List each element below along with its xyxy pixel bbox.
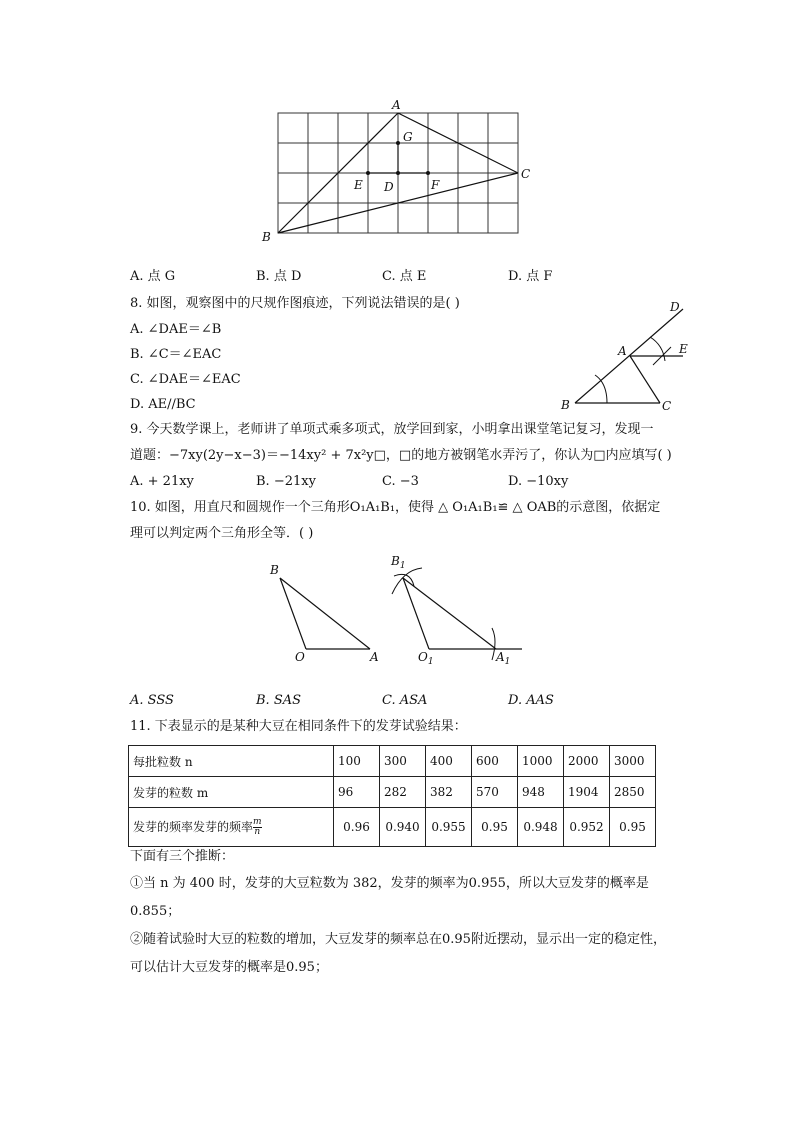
q10-line1: 10. 如图，用直尺和圆规作一个三角形O₁A₁B₁，使得 △ O₁A₁B₁≌ △ OAB的示意图，依据定: [130, 500, 661, 515]
fraction-denominator: n: [254, 826, 261, 837]
q8-option-c: C. ∠DAE＝∠EAC: [130, 372, 241, 387]
table-row: [129, 746, 656, 777]
q7-option-a: A. 点 G: [130, 269, 176, 284]
q11-inference-2b: 可以估计大豆发芽的概率是0.95；: [130, 960, 328, 975]
table-cell: 1904: [564, 777, 610, 808]
q8-option-d: D. AE//BC: [130, 397, 196, 412]
q11-inference-1a: ①当 n 为 400 时，发芽的大豆粒数为 382，发芽的频率为0.955，所以大豆发芽的概率是: [130, 876, 649, 891]
q9-option-c: C. −3: [382, 474, 419, 489]
table-cell: 0.952: [564, 808, 610, 847]
table-cell: 96: [334, 777, 380, 808]
q8-label-D: D: [670, 300, 680, 314]
table-cell: 2000: [564, 746, 610, 777]
q10-label-A: A: [370, 650, 379, 664]
q8-label-A: A: [618, 344, 627, 358]
q10-triangle-figure: [260, 548, 530, 673]
frequency-label: 发芽的频率发芽的频率: [133, 819, 254, 834]
q9-option-d: D. −10xy: [508, 474, 569, 489]
q7-option-d: D. 点 F: [508, 269, 553, 284]
q11-inference-1b: 0.855；: [130, 904, 181, 919]
table-cell: 570: [472, 777, 518, 808]
table-cell: 600: [472, 746, 518, 777]
q9-option-a: A. + 21xy: [130, 474, 194, 489]
fraction-numerator: m: [253, 816, 262, 827]
q10-option-c: C. ASA: [382, 693, 428, 708]
q11-after-table: 下面有三个推断：: [130, 849, 235, 864]
table-cell: 300: [380, 746, 426, 777]
label-B: B: [262, 230, 271, 244]
m-over-n-fraction: [253, 818, 262, 837]
q10-label-O: O: [295, 650, 305, 664]
label-C: C: [521, 167, 531, 181]
table-cell: 1000: [518, 746, 564, 777]
q10-label-A1: $A_1$: [496, 650, 511, 667]
label-A: A: [392, 98, 401, 112]
table-cell: 0.955: [426, 808, 472, 847]
q10-label-B: B: [270, 563, 279, 577]
row-head-sprouted: 发芽的粒数 m: [129, 777, 334, 808]
table-cell: 282: [380, 777, 426, 808]
table-cell: 400: [426, 746, 472, 777]
row-head-frequency: [129, 808, 334, 847]
table-cell: 382: [426, 777, 472, 808]
table-cell: 0.95: [472, 808, 518, 847]
table-row: [129, 777, 656, 808]
q10-label-O1: $O_1$: [418, 650, 434, 667]
label-F: F: [431, 178, 440, 192]
q8-label-B: B: [561, 398, 570, 412]
label-E: E: [354, 178, 363, 192]
q9-line2: 道题：−7xy(2y−x−3)＝−14xy² + 7x²y□，□的地方被钢笔水弄污了，你认为□内应填写( ): [130, 448, 672, 463]
q8-option-a: A. ∠DAE＝∠B: [130, 322, 222, 337]
table-cell: 0.948: [518, 808, 564, 847]
table-cell: 0.940: [380, 808, 426, 847]
q10-label-B1: $B_1$: [391, 554, 406, 571]
table-row: [129, 808, 656, 847]
q11-inference-2a: ②随着试验时大豆的粒数的增加，大豆发芽的频率总在0.95附近摆动，显示出一定的稳定性，: [130, 932, 666, 947]
grid-triangle-figure: [255, 95, 545, 250]
q8-construction-figure: [555, 295, 705, 417]
q11-stem: 11. 下表显示的是某种大豆在相同条件下的发芽试验结果：: [130, 719, 467, 734]
q7-option-c: C. 点 E: [382, 269, 427, 284]
q10-option-a: A. SSS: [130, 693, 174, 708]
row-head-batch: 每批粒数 n: [129, 746, 334, 777]
label-G: G: [403, 130, 413, 144]
q7-option-b: B. 点 D: [256, 269, 302, 284]
q8-label-C: C: [662, 399, 672, 413]
q10-line2: 理可以判定两个三角形全等．( ): [130, 526, 314, 541]
table-cell: 0.96: [334, 808, 380, 847]
q8-label-E: E: [679, 342, 688, 356]
table-cell: 100: [334, 746, 380, 777]
q8-stem: 8. 如图，观察图中的尺规作图痕迹，下列说法错误的是( ): [130, 296, 460, 311]
q9-option-b: B. −21xy: [256, 474, 316, 489]
germination-table: [128, 745, 656, 847]
q10-option-d: D. AAS: [508, 693, 554, 708]
table-cell: 3000: [610, 746, 656, 777]
table-cell: 2850: [610, 777, 656, 808]
table-cell: 0.95: [610, 808, 656, 847]
q10-option-b: B. SAS: [256, 693, 302, 708]
q9-line1: 9. 今天数学课上，老师讲了单项式乘多项式，放学回到家，小明拿出课堂笔记复习，发现一: [130, 422, 654, 437]
label-D: D: [384, 180, 394, 194]
q8-option-b: B. ∠C＝∠EAC: [130, 347, 222, 362]
table-cell: 948: [518, 777, 564, 808]
